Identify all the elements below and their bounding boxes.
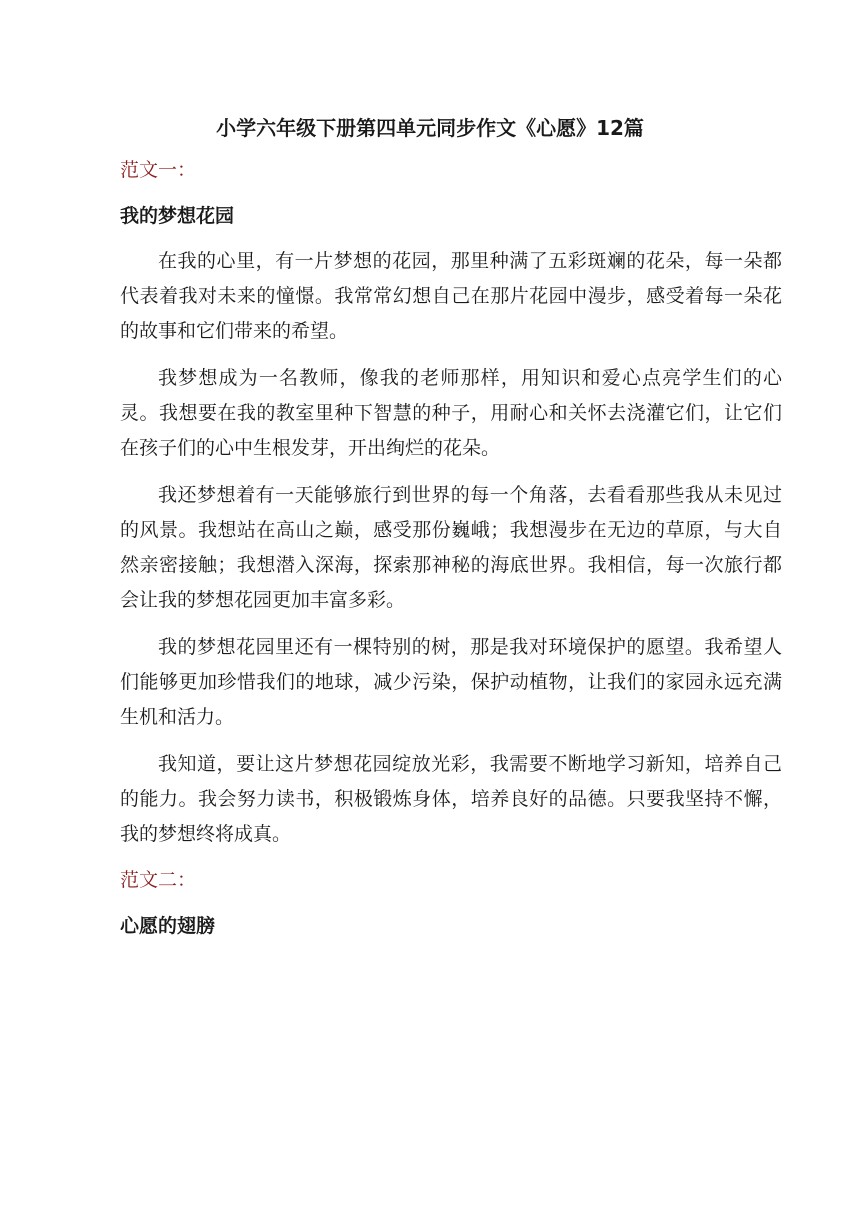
essay-section-2: [120, 864, 782, 942]
essay-section-1: [120, 154, 782, 852]
essay-title-2: 心愿的翅膀: [120, 915, 216, 937]
document-body: [120, 150, 782, 954]
paragraph: 我知道，要让这片梦想花园绽放光彩，我需要不断地学习新知，培养自己的能力。我会努力读书，积极锻炼身体，培养良好的品德。只要我坚持不懈，我的梦想终将成真。: [120, 753, 782, 845]
paragraph: 我的梦想花园里还有一棵特别的树，那是我对环境保护的愿望。我希望人们能够更加珍惜我们的地球，减少污染，保护动植物，让我们的家园永远充满生机和活力。: [120, 636, 782, 728]
section-label-2: 范文二：: [120, 869, 197, 891]
essay-title-1: 我的梦想花园: [120, 205, 235, 227]
paragraph: 我还梦想着有一天能够旅行到世界的每一个角落，去看看那些我从未见过的风景。我想站在高山之巅，感受那份巍峨；我想漫步在无边的草原，与大自然亲密接触；我想潜入深海，探索那神秘的海底世界。我相信，每一次旅行都会让我的梦想花园更加丰富多彩。: [120, 484, 782, 611]
document-title: 小学六年级下册第四单元同步作文《心愿》12篇: [216, 116, 644, 140]
section-label-1: 范文一：: [120, 159, 197, 181]
essay-body-1: [120, 244, 782, 852]
paragraph: 在我的心里，有一片梦想的花园，那里种满了五彩斑斓的花朵，每一朵都代表着我对未来的憧憬。我常常幻想自己在那片花园中漫步，感受着每一朵花的故事和它们带来的希望。: [120, 250, 782, 342]
paragraph: 我梦想成为一名教师，像我的老师那样，用知识和爱心点亮学生们的心灵。我想要在我的教室里种下智慧的种子，用耐心和关怀去浇灌它们，让它们在孩子们的心中生根发芽，开出绚烂的花朵。: [120, 367, 782, 459]
